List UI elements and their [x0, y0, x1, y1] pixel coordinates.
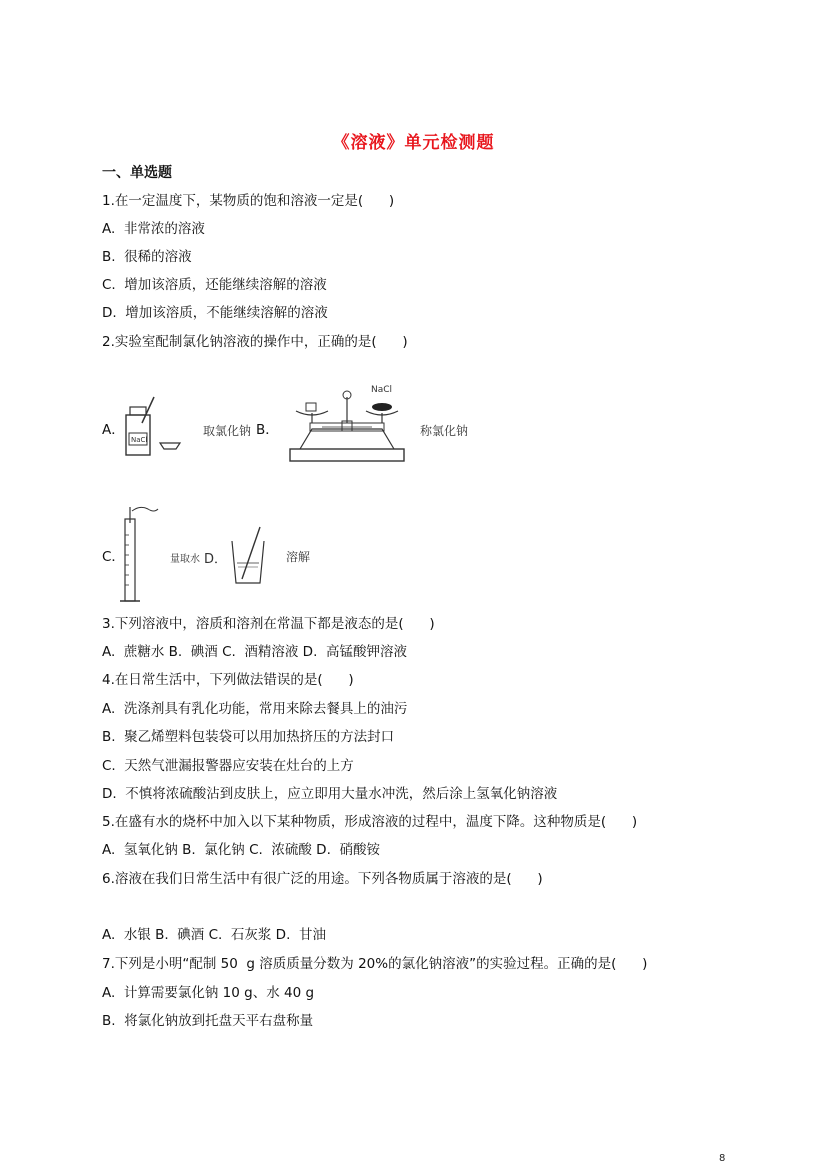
svg-text:NaCl: NaCl — [131, 436, 148, 444]
q4-option-c: C. 天然气泄漏报警器应安装在灶台的上方 — [102, 758, 354, 774]
reagent-bottle-spoon-figure — [120, 393, 184, 461]
beaker-stirring-figure — [228, 525, 268, 587]
q3-stem: 3.下列溶液中，溶质和溶剂在常温下都是液态的是( ) — [102, 616, 435, 632]
q2-option-c-label: 量取水 — [170, 554, 200, 565]
q4-option-d: D. 不慎将浓硫酸沾到皮肤上，应立即用大量水冲洗，然后涂上氢氧化钠溶液 — [102, 786, 558, 802]
q2-option-a-letter: A． — [102, 422, 125, 438]
q2-option-d-letter: D． — [204, 552, 228, 567]
q6-stem: 6.溶液在我们日常生活中有很广泛的用途。下列各物质属于溶液的是( ) — [102, 871, 543, 887]
q2-option-b-label: 称氯化钠 — [420, 424, 469, 438]
q4-option-b: B. 聚乙烯塑料包装袋可以用加热挤压的方法封口 — [102, 729, 395, 745]
q1-option-c: C. 增加该溶质，还能继续溶解的溶液 — [102, 277, 327, 293]
q1-stem: 1.在一定温度下，某物质的饱和溶液一定是( ) — [102, 193, 395, 209]
q4-stem: 4.在日常生活中，下列做法错误的是( ) — [102, 672, 354, 688]
nacl-label: NaCl — [371, 385, 393, 395]
q4-option-a: A. 洗涤剂具有乳化功能，常用来除去餐具上的油污 — [102, 701, 408, 717]
q2-option-a-label: 取氯化钠 — [203, 424, 252, 438]
q7-option-a: A. 计算需要氯化钠 10 g、水 40 g — [102, 985, 315, 1001]
q2-option-c-letter: C． — [102, 549, 125, 565]
section-heading: 一、单选题 — [102, 165, 172, 181]
graduated-cylinder-figure — [118, 505, 162, 609]
q3-options: A. 蔗糖水 B. 碘酒 C. 酒精溶液 D. 高锰酸钾溶液 — [102, 644, 407, 660]
q5-options: A. 氢氧化钠 B. 氯化钠 C. 浓硫酸 D. 硝酸铵 — [102, 842, 380, 858]
q6-options: A. 水银 B. 碘酒 C. 石灰浆 D. 甘油 — [102, 927, 326, 943]
q1-option-b: B. 很稀的溶液 — [102, 249, 192, 265]
page-title: 《溶液》单元检测题 — [332, 133, 495, 153]
q1-option-a: A. 非常浓的溶液 — [102, 221, 205, 237]
q7-option-b: B. 将氯化钠放到托盘天平右盘称量 — [102, 1013, 314, 1029]
q2-option-d-label: 溶解 — [286, 550, 311, 564]
q2-option-b-letter: B． — [256, 422, 279, 438]
q7-stem: 7.下列是小明“配制 50 g 溶质质量分数为 20%的氯化钠溶液”的实验过程。正确的是( ) — [102, 956, 648, 972]
q1-option-d: D. 增加该溶质，不能继续溶解的溶液 — [102, 305, 328, 321]
page-number: 8 — [719, 1153, 726, 1164]
balance-scale-figure — [282, 383, 412, 465]
q5-stem: 5.在盛有水的烧杯中加入以下某种物质，形成溶液的过程中，温度下降。这种物质是( ) — [102, 814, 638, 830]
q2-stem: 2.实验室配制氯化钠溶液的操作中，正确的是( ) — [102, 334, 408, 350]
